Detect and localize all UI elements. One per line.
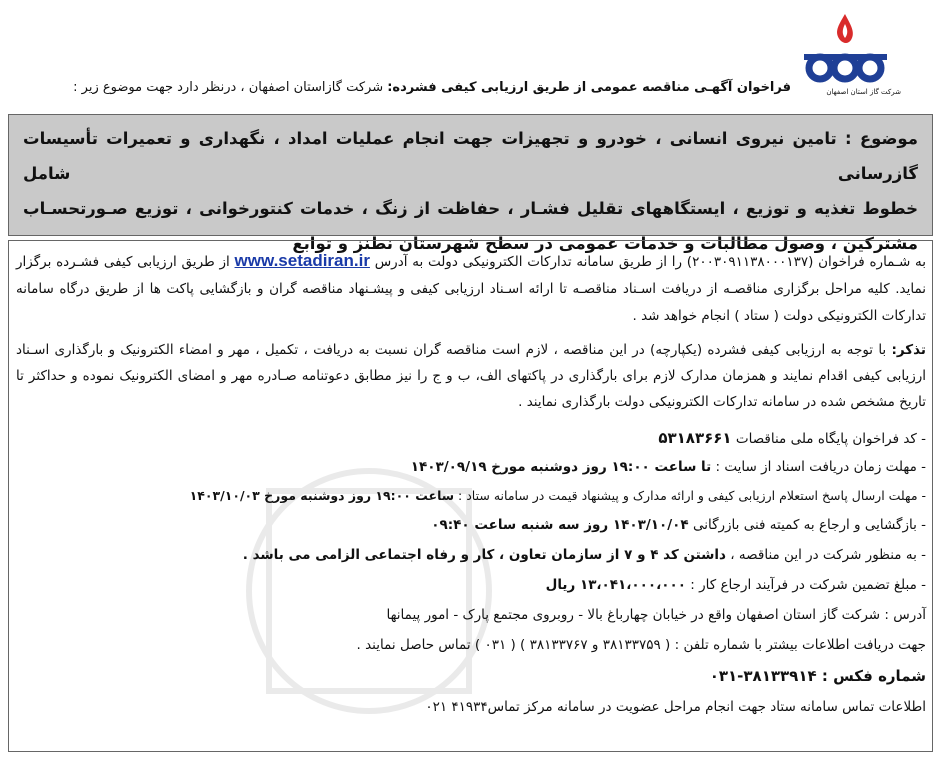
docs-deadline: تا ساعت ۱۹:۰۰ روز دوشنبه مورخ ۱۴۰۳/۰۹/۱۹: [410, 459, 712, 475]
subject-line-1: موضوع : تامین نیروی انسانی ، خودرو و تجهیزات جهت انجام عملیات امداد ، نگهداری و تعمیرات تأسیسات گازرسانی شامل: [23, 129, 918, 183]
title-rest: شرکت گازاستان اصفهان ، درنظر دارد جهت موضوع زیر :: [73, 80, 384, 95]
subject-line-2: خطوط تغذیه و توزیع ، ایستگاههای تقلیل فشـار ، حفاظت از زنگ ، خدمات کنتورخوانی ، توزیع صـورتحسـاب: [23, 199, 918, 218]
address-row: آدرس : شرکت گاز استان اصفهان واقع در خیابان چهارباغ بالا - روبروی مجتمع پارک - امور پیمانها: [386, 607, 926, 623]
requirement-row: - به منظور شرکت در این مناقصه ، داشتن کد ۴ و ۷ از سازمان تعاون ، کار و رفاه اجتماعی الزامی می باشد .: [242, 547, 926, 563]
details-box: [8, 240, 933, 752]
setadiran-link[interactable]: www.setadiran.ir: [234, 251, 370, 270]
announcement-title: [73, 80, 791, 95]
intro-paragraph: [16, 247, 926, 330]
note-paragraph: [16, 337, 926, 415]
title-bold: فراخوان آگهـی مناقصه عمومی از طریق ارزیابی کیفی فشرده:: [387, 80, 791, 95]
header: [0, 0, 941, 112]
phone-row: جهت دریافت اطلاعات بیشتر با شماره تلفن : ( ۳۸۱۳۳۷۵۹ و ۳۸۱۳۳۷۶۷ ) ( ۰۳۱ ) تماس حاصل نمایند .: [356, 637, 926, 653]
watermark-icon: [229, 441, 509, 741]
intro-rest: از طریق ارزیابی کیفی فشـرده برگزار نماید. کلیه مراحل برگزاری مناقصـه از دریافت اسـناد مناقصـه تا ارائه اسـناد ارزیابی کیفی و پیشـنهاد مناقصه گران و بازگشایی پاکت ها از طریق درگاه سامانه تدارکات الکترونیکی دولت ( ستاد ) انجام خواهد شد .: [16, 254, 926, 324]
fax-row: شماره فکس : ۳۸۱۳۳۹۱۴-۰۳۱: [709, 667, 926, 685]
docs-deadline-row: - مهلت زمان دریافت اسناد از سایت : تا ساعت ۱۹:۰۰ روز دوشنبه مورخ ۱۴۰۳/۰۹/۱۹: [410, 459, 926, 475]
subject-label: موضوع :: [845, 129, 918, 148]
submission-deadline: ساعت ۱۹:۰۰ روز دوشنبه مورخ ۱۴۰۳/۱۰/۰۳: [189, 488, 455, 503]
subject-line-3: مشترکین ، وصول مطالبات و خدمات عمومی در سطح شهرستان نطنز و توابع: [292, 234, 918, 253]
gas-company-logo-icon: [798, 10, 893, 90]
tender-code-row: - کد فراخوان پایگاه ملی مناقصات ۵۳۱۸۳۶۶۱: [658, 429, 926, 447]
guarantee-row: - مبلغ تضمین شرکت در فرآیند ارجاع کار : ۱۳،۰۴۱،۰۰۰،۰۰۰ ریال: [545, 577, 926, 593]
tender-code: ۵۳۱۸۳۶۶۱: [658, 429, 732, 447]
note-text: با توجه به ارزیابی کیفی فشرده (یکپارچه) در این مناقصه ، لازم است مناقصه گران نسبت به دریافت ، تکمیل ، مهر و امضاء الکترونیک و بارگذاری اسـناد ارزیابی کیفی اقدام نمایند و همزمان مدارک لازم برای بارگذاری در پاکتهای الف، ب و ج را نیز مطابق دعوتنامه صـادره مهر و امضای الکترونیک نموده و حداکثر تا تاریخ مشخص شده در سامانه تدارکات الکترونیکی دولت بارگذاری نمایند .: [16, 342, 926, 410]
intro-start: به شـماره فراخوان (۲۰۰۳۰۹۱۱۳۸۰۰۰۱۳۷) را از طریق سامانه تدارکات الکترونیکی دولت به آدرس: [374, 254, 926, 270]
logo-caption: شرکت گاز استان اصفهان: [826, 88, 901, 96]
note-label: تذکر:: [891, 342, 926, 358]
submission-deadline-row: - مهلت ارسال پاسخ استعلام ارزیابی کیفی و ارائه مدارک و پیشنهاد قیمت در سامانه ستاد : ساعت ۱۹:۰۰ روز دوشنبه مورخ ۱۴۰۳/۱۰/۰۳: [189, 488, 926, 503]
opening-row: - بازگشایی و ارجاع به کمیته فنی بازرگانی ۱۴۰۳/۱۰/۰۴ روز سه شنبه ساعت ۰۹:۴۰: [431, 517, 926, 533]
subject-box: [8, 114, 933, 253]
opening-date: ۱۴۰۳/۱۰/۰۴ روز سه شنبه ساعت ۰۹:۴۰: [431, 517, 689, 533]
setad-contact-row: اطلاعات تماس سامانه ستاد جهت انجام مراحل عضویت در سامانه مرکز تماس۴۱۹۳۴ ۰۲۱: [425, 699, 926, 715]
requirement-text: داشتن کد ۴ و ۷ از سازمان تعاون ، کار و رفاه اجتماعی الزامی می باشد .: [242, 547, 726, 563]
guarantee-amount: ۱۳،۰۴۱،۰۰۰،۰۰۰ ریال: [545, 577, 686, 593]
